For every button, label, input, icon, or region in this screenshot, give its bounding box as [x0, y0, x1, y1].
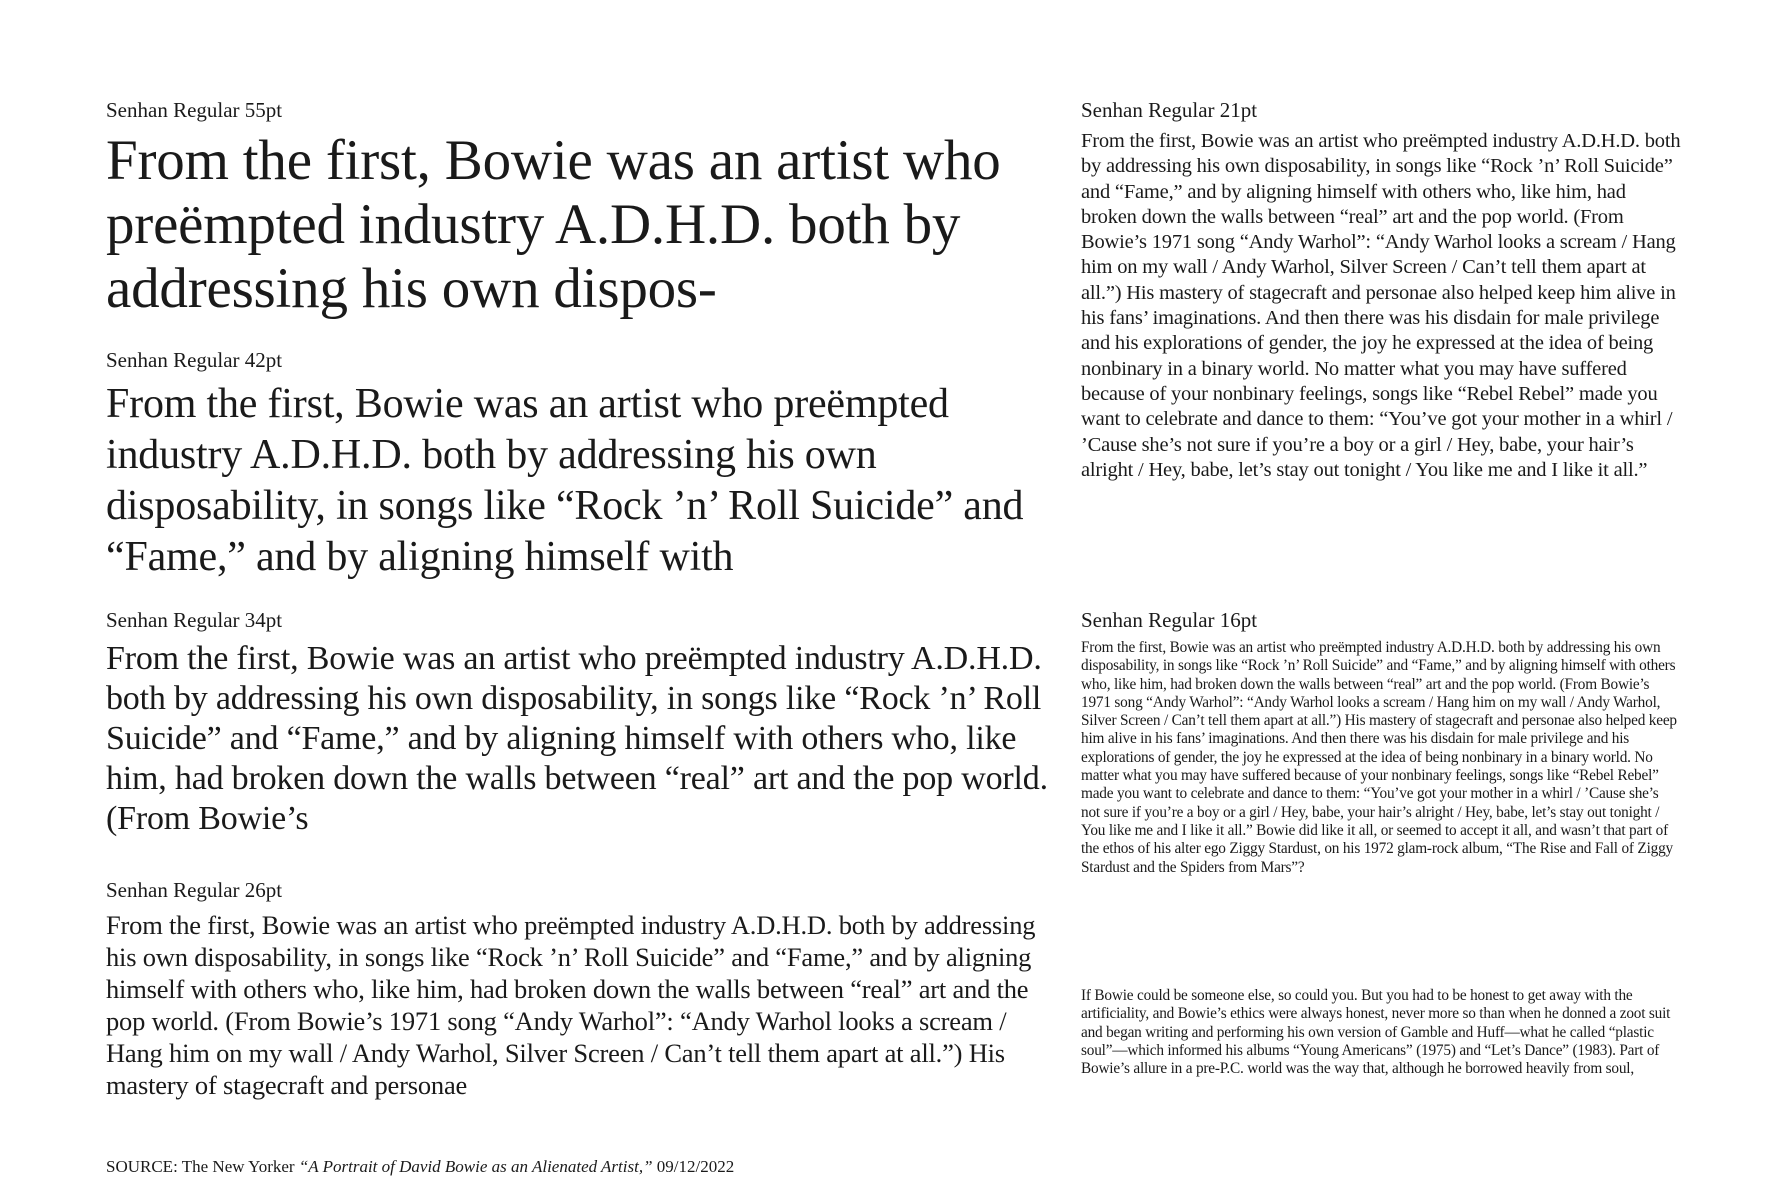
specimen-55pt: [106, 98, 1066, 321]
specimen-label-34pt: Senhan Regular 34pt: [106, 608, 283, 632]
specimen-text-26pt: From the first, Bowie was an artist who preëmpted industry A.D.H.D. both by addressing his own disposability, in songs like “Rock ’n’ Roll Suicide” and “Fame,” and by aligning himself with others who, like him, had broken down the walls between “real” art and the pop world. (From Bowie’s 1971 song “Andy Warhol”: “Andy Warhol looks a scream / Hang him on my wall / Andy Warhol, Silver Screen / Can’t tell them apart at all.”) His mastery of stagecraft and personae: [106, 910, 1036, 1100]
source-date: 09/12/2022: [656, 1157, 735, 1176]
specimen-text-55pt: From the first, Bowie was an artist who preëmpted industry A.D.H.D. both by addressing his own dispos-: [106, 129, 1001, 320]
specimen-label-21pt: Senhan Regular 21pt: [1081, 98, 1258, 122]
specimen-text-34pt: From the first, Bowie was an artist who preëmpted industry A.D.H.D. both by addressing his own disposability, in songs like “Rock ’n’ Roll Suicide” and “Fame,” and by aligning himself with others who, like him, had broken down the walls between “real” art and the pop world. (From Bowie’s: [106, 640, 1048, 837]
specimen-text-21pt: From the first, Bowie was an artist who preëmpted industry A.D.H.D. both by addressing his own disposability, in songs like “Rock ’n’ Roll Suicide” and “Fame,” and by aligning himself with others who, like him, had broken down the walls between “real” art and the pop world. (From Bowie’s 1971 song “Andy Warhol”: “Andy Warhol looks a scream / Hang him on my wall / Andy Warhol, Silver Screen / Can’t tell them apart at all.”) His mastery of stagecraft and personae also helped keep him alive in his fans’ imaginations. And then there was his disdain for male privilege and his explorations of gender, the joy he expressed at the idea of being nonbinary in a binary world. No matter what you may have suffered because of your nonbinary feelings, songs like “Rebel Rebel” made you want to celebrate and dance to them: “You’ve got your mother in a whirl / ’Cause she’s not sure if you’re a boy or a girl / Hey, babe, your hair’s alright / Hey, babe, let’s stay out tonight / You like me and I like it all.”: [1081, 130, 1681, 481]
specimen-16pt: [1081, 608, 1681, 1098]
specimen-34pt: [106, 608, 1066, 839]
source-credit: [106, 1156, 734, 1178]
source-article-title: “A Portrait of David Bowie as an Alienated Artist,”: [298, 1157, 653, 1176]
specimen-42pt: [106, 348, 1066, 583]
specimen-label-55pt: Senhan Regular 55pt: [106, 98, 283, 122]
specimen-text-16pt-paragraph-2: If Bowie could be someone else, so could you. But you had to be honest to get away with the artificiality, and Bowie’s ethics were always honest, never more so than when he donned a zoot suit and began writing and performing his own version of Gamble and Huff—what he called “plastic soul”—which informed his albums “Young Americans” (1975) and “Let’s Dance” (1983). Part of Bowie’s allure in a pre-P.C. world was the way that, although he borrowed heavily from soul,: [1081, 987, 1671, 1078]
specimen-26pt: [106, 878, 1066, 1101]
specimen-21pt: [1081, 98, 1681, 559]
specimen-text-16pt-paragraph-1: From the first, Bowie was an artist who preëmpted industry A.D.H.D. both by addressing his own disposability, in songs like “Rock ’n’ Roll Suicide” and “Fame,” and by aligning himself with others who, like him, had broken down the walls between “real” art and the pop world. (From Bowie’s 1971 song “Andy Warhol”: “Andy Warhol looks a scream / Hang him on my wall / Andy Warhol, Silver Screen / Can’t tell them apart at all.”) His mastery of stagecraft and personae also helped keep him alive in his fans’ imaginations. And then there was his disdain for male privilege and his explorations of gender, the joy he expressed at the idea of being nonbinary in a binary world. No matter what you may have suffered because of your nonbinary feelings, songs like “Rebel Rebel” made you want to celebrate and dance to them: “You’ve got your mother in a whirl / ’Cause she’s not sure if you’re a boy or a girl / Hey, babe, your hair’s alright / Hey, babe, let’s stay out tonight / You like me and I like it all.” Bowie did like it all, or seemed to accept it all, and wasn’t that part of the ethos of his alter ego Ziggy Stardust, on his 1972 glam-rock album, “The Rise and Fall of Ziggy Stardust and the Spiders from Mars”?: [1081, 639, 1677, 876]
specimen-label-42pt: Senhan Regular 42pt: [106, 348, 283, 372]
specimen-label-26pt: Senhan Regular 26pt: [106, 878, 283, 902]
source-publication: SOURCE: The New Yorker: [106, 1157, 295, 1176]
specimen-text-42pt: From the first, Bowie was an artist who preëmpted industry A.D.H.D. both by addressing his own disposability, in songs like “Rock ’n’ Roll Suicide” and “Fame,” and by aligning himself with: [106, 381, 1024, 580]
specimen-label-16pt: Senhan Regular 16pt: [1081, 608, 1258, 632]
